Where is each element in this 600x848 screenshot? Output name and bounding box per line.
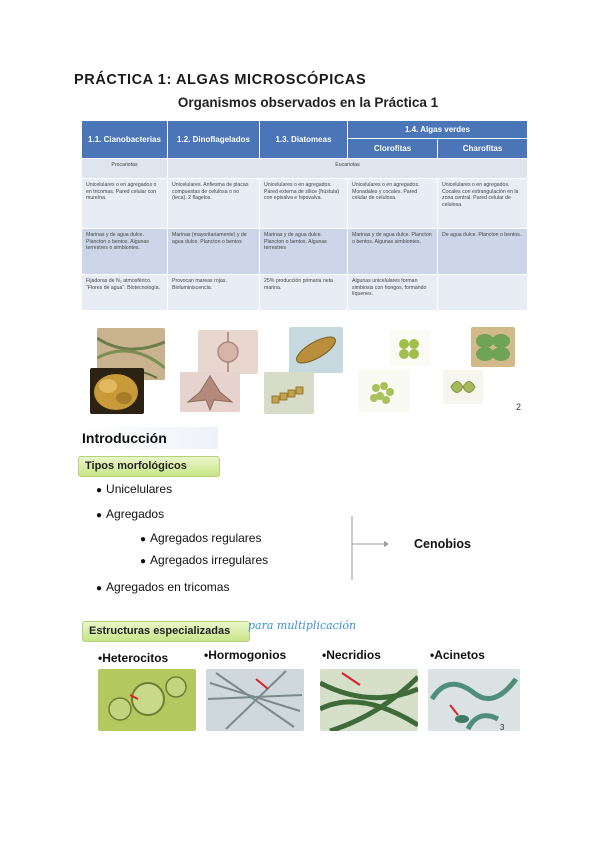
table-cell: Unicelulares. Anfiesma de placas compuestas de celulosa o no (teca). 2 flagelos.	[168, 179, 260, 229]
chlorophyte-photo-2	[358, 370, 410, 412]
cell-type-eucariotas: Eucariotas	[168, 159, 528, 179]
chlorophyte-photo-1	[390, 330, 430, 366]
bullet-dot: •	[204, 648, 209, 662]
bullet-agregados-tricomas	[96, 580, 229, 594]
estructuras-especializadas-box: Estructuras especializadas	[82, 621, 250, 642]
label-text: Heterocitos	[102, 651, 169, 665]
diatom-photo-2	[264, 372, 314, 414]
table-cell: Unicelulares o en agregados. Cocales con estrangulación en la zona central. Pared celular de celulosa.	[438, 179, 528, 229]
section-heading-introduccion: Introducción	[78, 427, 218, 449]
subheader-charofitas: Charofitas	[438, 139, 528, 159]
table-cell: Unicelulares o en agregados. Pared externa de sílice (frústula) con epivalva e hipovalva.	[260, 179, 348, 229]
bullet-text: Unicelulares	[106, 482, 173, 496]
bullet-dot: ●	[96, 485, 103, 496]
label-acinetos	[430, 648, 485, 662]
tipos-morfologicos-box: Tipos morfológicos	[78, 456, 220, 477]
header-algas-verdes: 1.4. Algas verdes	[348, 121, 528, 139]
hormogonios-photo	[206, 669, 304, 731]
label-text: Acinetos	[434, 648, 485, 662]
charophyte-photo-2	[443, 370, 483, 404]
bullet-text: Agregados regulares	[150, 531, 262, 545]
label-hormogonios	[204, 648, 286, 662]
header-diatomeas: 1.3. Diatomeas	[260, 121, 348, 159]
bullet-dot: ●	[96, 583, 103, 594]
cell-type-procariotas: Procariotas	[82, 159, 168, 179]
document-title: PRÁCTICA 1: ALGAS MICROSCÓPICAS	[74, 72, 367, 88]
organisms-table	[81, 120, 528, 311]
page-number: 2	[516, 402, 522, 412]
bullet-dot: •	[98, 651, 103, 665]
header-cianobacterias: 1.1. Cianobacterias	[82, 121, 168, 159]
table-heading: Organismos observados en la Práctica 1	[177, 95, 439, 110]
header-dinoflagelados: 1.2. Dinoflagelados	[168, 121, 260, 159]
table-cell: Marinas y de agua dulce. Plancton o bentos. Algunas simbiontes.	[348, 229, 438, 275]
table-cell: De agua dulce. Plancton o bentos.	[438, 229, 528, 275]
table-cell: Algunas unicelulares forman simbiosis con hongos, formando líquenes.	[348, 275, 438, 311]
heterocitos-photo	[98, 669, 196, 731]
bullet-agregados	[96, 507, 164, 521]
table-cell: Unicelulares o en agregados. Monadales y cocales. Pared celular de celulosa.	[348, 179, 438, 229]
table-cell: Marinas y de agua dulce. Plancton o bentos. Algunas terrestres o simbiontes.	[82, 229, 168, 275]
dinoflagellate-photo-1	[198, 330, 258, 374]
label-text: Hormogonios	[208, 648, 287, 662]
handwritten-note: para multiplicación	[248, 619, 357, 632]
table-cell: Marinas y de agua dulce. Plancton o bentos. Algunas terrestres	[260, 229, 348, 275]
bullet-dot: ●	[140, 556, 147, 567]
bullet-dot: •	[430, 648, 435, 662]
table-cell: 25% producción primaria neta marina.	[260, 275, 348, 311]
page-number: 3	[500, 723, 505, 732]
charophyte-photo-1	[471, 327, 515, 367]
subheader-clorofitas: Clorofitas	[348, 139, 438, 159]
bullet-dot: •	[322, 648, 327, 662]
table-cell: Fijadoras de N₂ atmosférico. "Flores de agua". Biotecnología.	[82, 275, 168, 311]
cenobios-label: Cenobios	[414, 537, 471, 551]
table-cell: Unicelulares o en agregados o en tricomas. Pared celular con mureína.	[82, 179, 168, 229]
acinetos-photo	[428, 669, 520, 731]
diatom-photo-1	[289, 327, 343, 373]
necridios-photo	[320, 669, 418, 731]
bullet-text: Agregados irregulares	[150, 553, 269, 567]
bullet-agregados-regulares	[140, 531, 261, 545]
table-cell	[438, 275, 528, 311]
bullet-dot: ●	[96, 510, 103, 521]
dinoflagellate-photo-2	[180, 372, 240, 412]
label-text: Necridios	[326, 648, 381, 662]
bullet-unicelulares	[96, 482, 172, 496]
bullet-text: Agregados	[106, 507, 165, 521]
label-heterocitos	[98, 651, 168, 665]
cyanobacteria-colony-photo	[90, 368, 144, 414]
bullet-dot: ●	[140, 534, 147, 545]
table-cell: Marinas (mayoritariamente) y de agua dulce. Plancton o bentos	[168, 229, 260, 275]
label-necridios	[322, 648, 381, 662]
cenobios-bracket	[348, 514, 398, 584]
table-cell: Provocan mareas rojas. Bioluminiscencia.	[168, 275, 260, 311]
bullet-agregados-irregulares	[140, 553, 268, 567]
bullet-text: Agregados en tricomas	[106, 580, 230, 594]
